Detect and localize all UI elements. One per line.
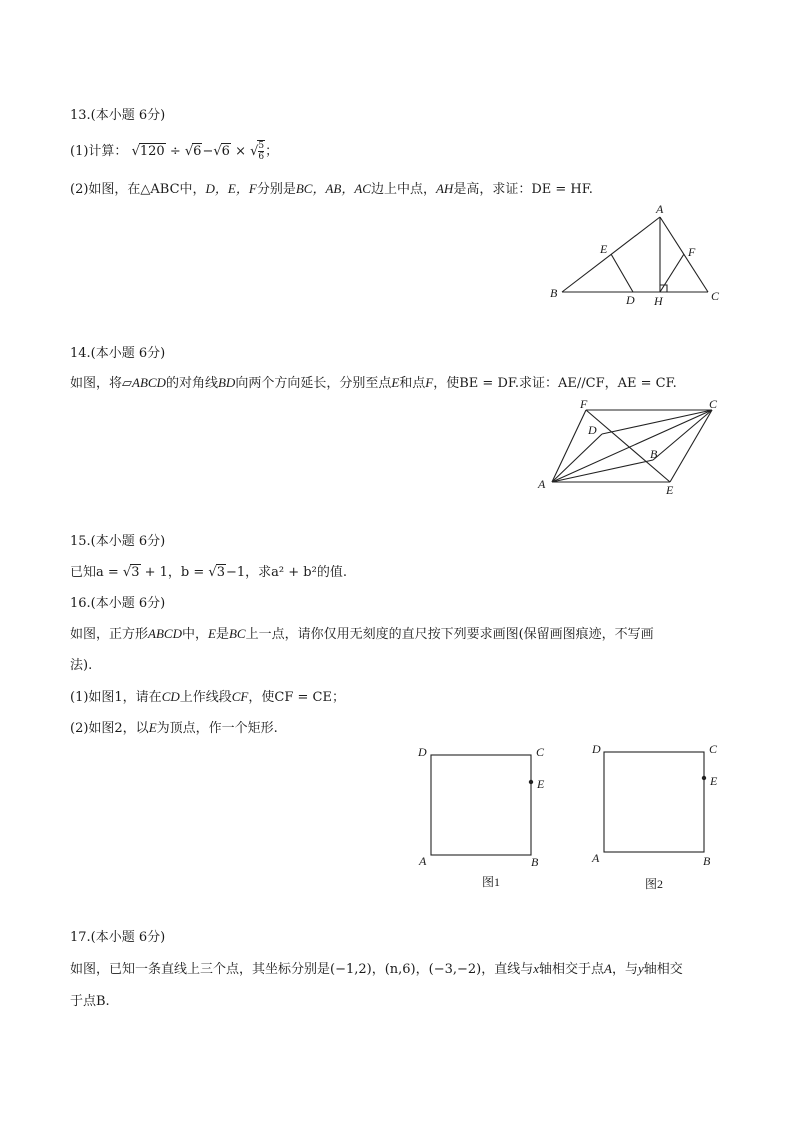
q13-rad3: 6: [221, 144, 230, 159]
q15-t1: 已知a =: [70, 565, 123, 580]
q13-frac-den: 6: [258, 152, 265, 162]
q14-t4: BD: [217, 375, 236, 390]
q14-t5: 向两个方向延长，分别至点: [235, 376, 392, 391]
q15-rad2: 3: [216, 565, 225, 580]
q16-l1b: ABCD: [148, 626, 182, 641]
q13-p2-b: D，E，F: [205, 181, 257, 196]
q16-l1d: E: [207, 626, 216, 641]
q16-p1e: ，使CF = CE；: [248, 690, 345, 705]
q16-figure-2: [585, 740, 735, 892]
q16-l1f: BC: [228, 626, 246, 641]
q15-header: 15.(本小题 6分): [70, 534, 166, 549]
q13-label-E: E: [600, 242, 608, 256]
q13-p2-c: 分别是: [256, 182, 296, 197]
q13-frac-wrap: [257, 140, 265, 162]
q13-frac-num: 5: [258, 141, 265, 151]
q14-text: [70, 372, 677, 391]
q17-l1d: A: [604, 961, 612, 976]
q14-t6: E: [391, 375, 400, 390]
q16-p1c: 上作线段: [179, 690, 232, 705]
q16-p1b: CD: [161, 689, 180, 704]
q13-triangle-figure: [540, 200, 730, 310]
q17-l1g: 轴相交: [643, 962, 683, 977]
fig1-label-C: C: [536, 745, 545, 759]
fig1-label-A: A: [419, 854, 427, 868]
q16-header: 16.(本小题 6分): [70, 596, 166, 611]
q16-l1g: 上一点，请你仅用无刻度的直尺按下列要求画图(保留画图痕迹，不写画: [245, 627, 654, 642]
q15-t2: + 1，b =: [140, 565, 209, 580]
sqrt-symbol: √: [131, 144, 140, 159]
q13-p2-a: (2)如图，在△ABC中，: [70, 182, 206, 197]
q15-t3: −1，求a² + b²的值.: [226, 565, 347, 580]
q13-part2: [70, 178, 593, 197]
q17-l1b: x: [533, 961, 540, 976]
q16-part2: [70, 717, 278, 736]
q16-l1c: 中，: [181, 627, 208, 642]
q16-part1: [70, 686, 345, 705]
fig1-label-B: B: [531, 855, 539, 869]
q16-p2b: E: [148, 720, 157, 735]
q13-fraction: [258, 141, 264, 162]
q17-l1f: y: [638, 961, 644, 976]
q13-label-B: B: [550, 286, 558, 300]
q13-p1-prefix: (1)计算：: [70, 144, 128, 159]
q14-label-D: D: [588, 423, 597, 437]
fig2-label-C: C: [709, 742, 718, 756]
q13-rad2: 6: [193, 144, 202, 159]
q16-p2a: (2)如图2，以: [70, 721, 149, 736]
sqrt-symbol: √: [250, 144, 259, 159]
q16-l1e: 是: [215, 627, 229, 642]
q14-t3: 的对角线: [165, 376, 218, 391]
sqrt-symbol: √: [184, 144, 194, 159]
q17-line1: [70, 958, 683, 977]
q14-label-A: A: [538, 477, 546, 491]
q13-p2-e: 边上中点，: [370, 182, 436, 197]
q14-parallelogram-figure: [536, 396, 736, 496]
q16-p1a: (1)如图1，请在: [70, 690, 162, 705]
fig2-label-B: B: [703, 854, 711, 868]
sqrt-symbol: √: [208, 565, 217, 580]
q17-l1a: 如图，已知一条直线上三个点，其坐标分别是(−1,2)，(n,6)，(−3,−2)，直线与: [70, 962, 534, 977]
q15-text: [70, 561, 347, 580]
q17-l1c: 轴相交于点: [539, 962, 605, 977]
q16-p2c: 为顶点，作一个矩形.: [156, 721, 278, 736]
q16-l1a: 如图，正方形: [70, 627, 149, 642]
q16-line2: 法).: [70, 658, 93, 673]
q13-label-C: C: [711, 289, 720, 303]
q13-header: 13.(本小题 6分): [70, 108, 166, 123]
q13-label-F: F: [688, 245, 696, 259]
fig2-label-E: E: [710, 774, 718, 788]
q14-header: 14.(本小题 6分): [70, 346, 166, 361]
q13-p2-d: BC，AB，AC: [295, 181, 371, 196]
q13-label-D: D: [626, 293, 635, 307]
fig1-label-D: D: [418, 745, 427, 759]
q14-t9: ，使BE = DF.求证：AE//CF，AE = CF.: [433, 376, 677, 391]
sqrt-symbol: √: [122, 565, 132, 580]
fig2-label-D: D: [592, 742, 601, 756]
q13-minus: −: [202, 144, 214, 159]
q13-label-A: A: [656, 202, 664, 216]
q16-figure-1: [412, 740, 562, 892]
q13-p2-g: 是高，求证：DE = HF.: [453, 182, 593, 197]
q13-part1: [70, 140, 278, 162]
q14-label-C: C: [709, 397, 718, 411]
fig2-caption: 图2: [645, 877, 664, 891]
fig2-label-A: A: [592, 851, 600, 865]
q17-l1e: ，与: [611, 962, 638, 977]
q14-label-E: E: [666, 483, 674, 497]
q15-rad1: 3: [131, 565, 140, 580]
q14-label-F: F: [580, 397, 588, 411]
q17-header: 17.(本小题 6分): [70, 930, 166, 945]
q14-label-B: B: [650, 447, 658, 461]
q17-line2: 于点B.: [70, 994, 110, 1009]
q14-t1: 如图，将▱: [70, 376, 132, 391]
q16-line1: [70, 623, 654, 642]
q13-label-H: H: [654, 294, 663, 308]
q16-p1d: CF: [231, 689, 249, 704]
fig1-label-E: E: [537, 777, 545, 791]
q13-rad1: 120: [139, 144, 165, 159]
q13-p2-f: AH: [435, 181, 454, 196]
q13-times: ×: [235, 144, 246, 159]
q14-t2: ABCD: [132, 375, 166, 390]
q13-div: ÷: [169, 144, 181, 159]
fig1-caption: 图1: [482, 875, 501, 889]
q13-end: ；: [265, 144, 279, 159]
q14-t8: F: [425, 375, 434, 390]
q14-t7: 和点: [399, 376, 426, 391]
sqrt-symbol: √: [213, 144, 222, 159]
